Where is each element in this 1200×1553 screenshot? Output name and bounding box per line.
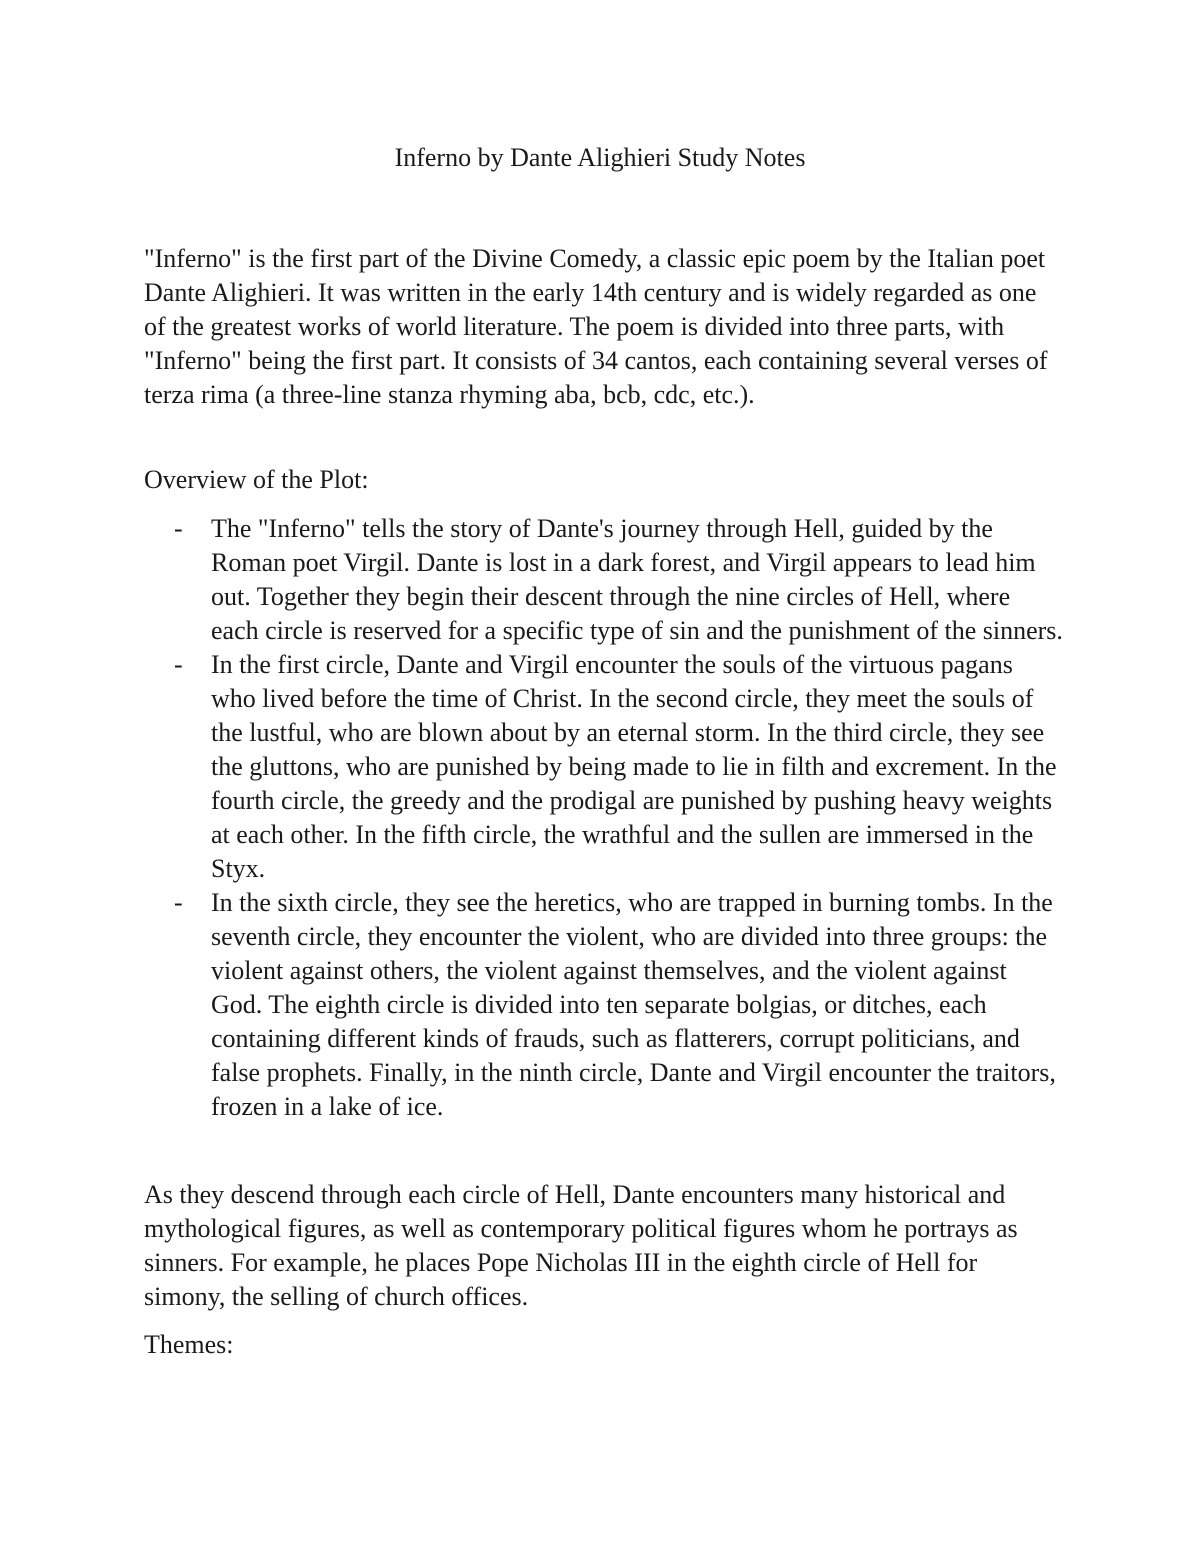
descent-paragraph: As they descend through each circle of Hell, Dante encounters many historical and mythological figures, as well as contemporary political figures whom he portrays as sinners. For example, he places Pope Nicholas III in the eighth circle of Hell for simony, the selling of church offices. [144,1180,1018,1311]
themes-heading: Themes: [144,1330,234,1359]
plot-overview-heading: Overview of the Plot: [144,465,369,494]
list-item [144,648,1064,886]
document-title: Inferno by Dante Alighieri Study Notes [394,143,806,172]
list-item [144,886,1064,1124]
list-item-text: In the sixth circle, they see the heretics, who are trapped in burning tombs. In the seventh circle, they encounter the violent, who are divided into three groups: the violent against others, the violent against themselves, and the violent against God. The eighth circle is divided into ten separate bolgias, or ditches, each containing different kinds of frauds, such as flatterers, corrupt politicians, and false prophets. Finally, in the ninth circle, Dante and Virgil encounter the traitors, frozen in a lake of ice. [211,888,1056,1121]
intro-paragraph: "Inferno" is the first part of the Divine Comedy, a classic epic poem by the Italian poet Dante Alighieri. It was written in the early 14th century and is widely regarded as one of the greatest works of world literature. The poem is divided into three parts, with "Inferno" being the first part. It consists of 34 cantos, each containing several verses of terza rima (a three-line stanza rhyming aba, bcb, cdc, etc.). [144,244,1048,409]
list-item-text: The "Inferno" tells the story of Dante's journey through Hell, guided by the Roman poet Virgil. Dante is lost in a dark forest, and Virgil appears to lead him out. Together they begin their descent through the nine circles of Hell, where each circle is reserved for a specific type of sin and the punishment of the sinners. [211,514,1063,645]
plot-bullet-list [144,512,1064,1124]
bullet-dash: - [174,888,183,917]
list-item [144,512,1064,648]
bullet-dash: - [174,514,183,543]
bullet-dash: - [174,650,183,679]
list-item-text: In the first circle, Dante and Virgil encounter the souls of the virtuous pagans who lived before the time of Christ. In the second circle, they meet the souls of the lustful, who are blown about by an eternal storm. In the third circle, they see the gluttons, who are punished by being made to lie in filth and excrement. In the fourth circle, the greedy and the prodigal are punished by pushing heavy weights at each other. In the fifth circle, the wrathful and the sullen are immersed in the Styx. [211,650,1057,883]
